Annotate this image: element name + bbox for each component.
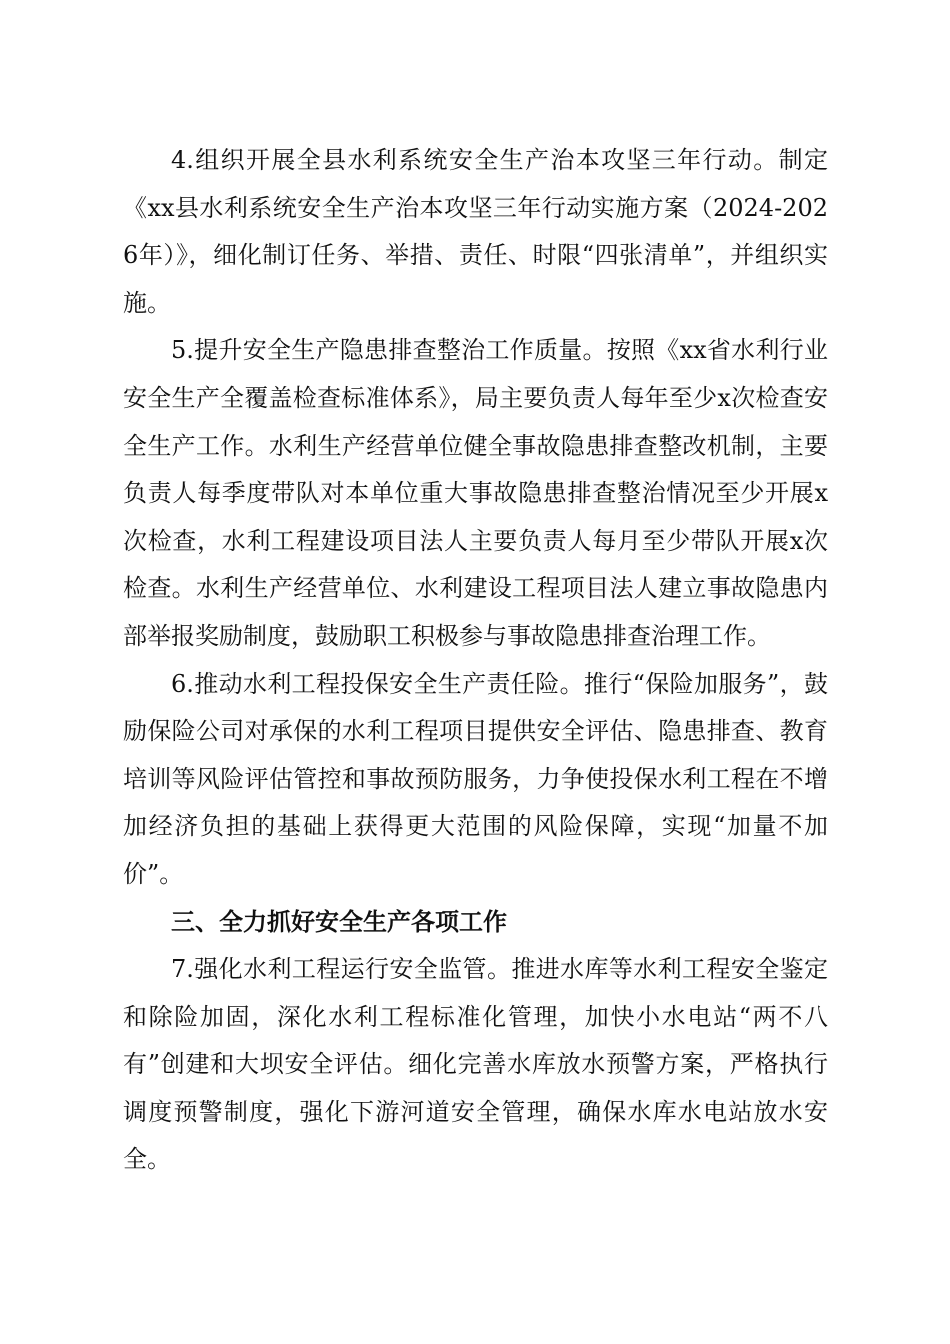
paragraph-7: 7.强化水利工程运行安全监管。推进水库等水利工程安全鉴定和除险加固，深化水利工程标准化管理，加快小水电站“两不八有”创建和大坝安全评估。细化完善水库放水预警方案，严格执行调度预警制度，强化下游河道安全管理，确保水库水电站放水安全。 (123, 955, 828, 1174)
section-heading: 三、全力抓好安全生产各项工作 (171, 907, 507, 936)
document-body (123, 137, 828, 1184)
paragraph-4: 4.组织开展全县水利系统安全生产治本攻坚三年行动。制定《xx县水利系统安全生产治本攻坚三年行动实施方案（2024-2026年）》，细化制订任务、举措、责任、时限“四张清单”，并组织实施。 (123, 146, 828, 317)
paragraph-5: 5.提升安全生产隐患排查整治工作质量。按照《xx省水利行业安全生产全覆盖检查标准体系》，局主要负责人每年至少x次检查安全生产工作。水利生产经营单位健全事故隐患排查整改机制，主要负责人每季度带队对本单位重大事故隐患排查整治情况至少开展x次检查，水利工程建设项目法人主要负责人每月至少带队开展x次检查。水利生产经营单位、水利建设工程项目法人建立事故隐患内部举报奖励制度，鼓励职工积极参与事故隐患排查治理工作。 (123, 336, 828, 650)
paragraph-6: 6.推动水利工程投保安全生产责任险。推行“保险加服务”，鼓励保险公司对承保的水利工程项目提供安全评估、隐患排查、教育培训等风险评估管控和事故预防服务，力争使投保水利工程在不增加经济负担的基础上获得更大范围的风险保障，实现“加量不加价”。 (123, 669, 828, 888)
